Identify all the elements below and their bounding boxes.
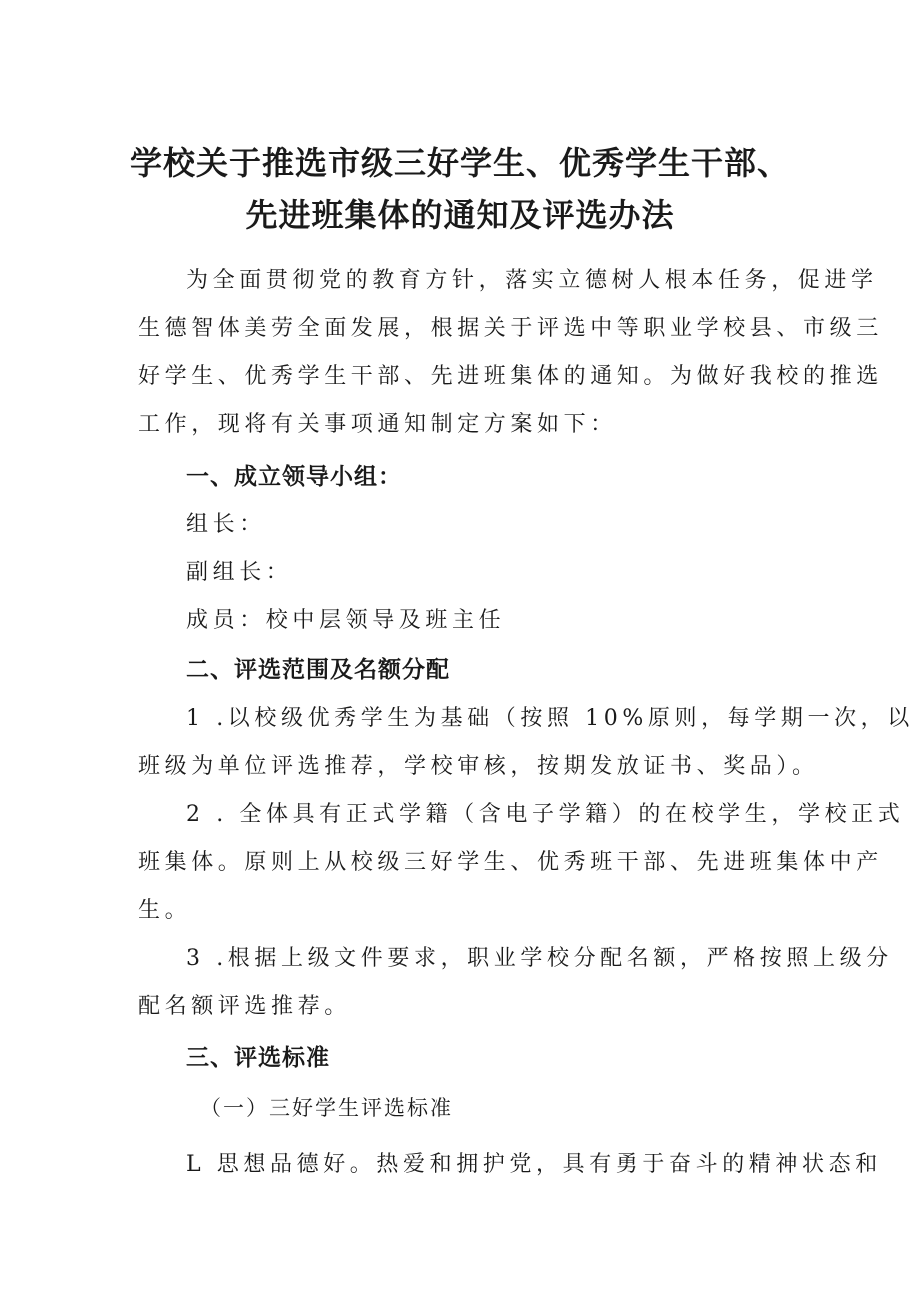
- section-2-item-2-line-3: 生。: [138, 898, 192, 923]
- intro-line-3: 好学生、优秀学生干部、先进班集体的通知。为做好我校的推选: [138, 364, 883, 389]
- members-line: 成员：校中层领导及班主任: [186, 608, 506, 633]
- intro-line-2: 生德智体美劳全面发展，根据关于评选中等职业学校县、市级三: [138, 316, 883, 341]
- section-2-item-1-line-1: 1 .以校级优秀学生为基础（按照 10%原则，每学期一次，以: [186, 706, 914, 731]
- section-2-item-3-line-1: 3 .根据上级文件要求，职业学校分配名额，严格按照上级分: [186, 946, 893, 971]
- section-2-item-1-line-2: 班级为单位评选推荐，学校审核，按期发放证书、奖品）。: [138, 754, 819, 779]
- document-title-line-2: 先进班集体的通知及评选办法: [245, 196, 675, 234]
- deputy-leader-line: 副组长：: [186, 560, 293, 585]
- section-2-item-2-line-1: 2 . 全体具有正式学籍（含电子学籍）的在校学生，学校正式: [186, 802, 905, 827]
- section-3-item-1-line-1: L 思想品德好。热爱和拥护党，具有勇于奋斗的精神状态和: [186, 1152, 882, 1177]
- document-title-line-1: 学校关于推选市级三好学生、优秀学生干部、: [129, 144, 790, 182]
- section-1-heading: 一、成立领导小组：: [186, 464, 402, 490]
- intro-line-4: 工作，现将有关事项通知制定方案如下：: [138, 412, 617, 437]
- section-3-subheading: （一）三好学生评选标准: [200, 1096, 453, 1120]
- section-2-item-3-line-2: 配名额评选推荐。: [138, 994, 351, 1019]
- section-3-heading: 三、评选标准: [186, 1045, 330, 1071]
- section-2-item-2-line-2: 班集体。原则上从校级三好学生、优秀班干部、先进班集体中产: [138, 850, 883, 875]
- leader-line: 组长：: [186, 512, 266, 537]
- section-2-heading: 二、评选范围及名额分配: [186, 657, 450, 683]
- intro-line-1: 为全面贯彻党的教育方针，落实立德树人根本任务，促进学: [186, 268, 878, 293]
